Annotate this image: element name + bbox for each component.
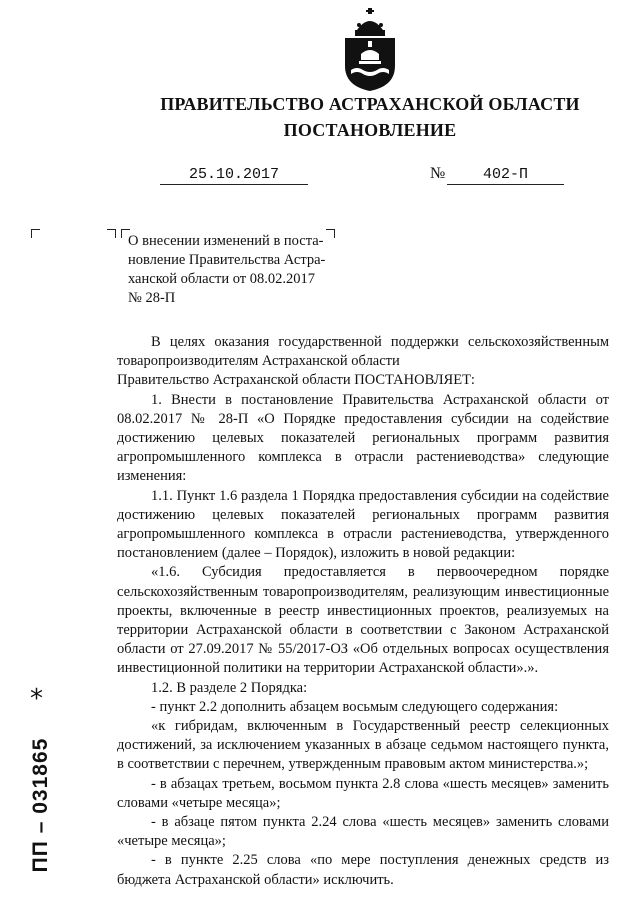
document-date: 25.10.2017 <box>160 166 308 185</box>
margin-corner-mark <box>31 229 40 238</box>
document-number: 402-П <box>447 166 564 185</box>
serial-number: ПП – 031865 <box>29 737 52 873</box>
serial-asterisk-mark: * <box>30 684 43 714</box>
document-body <box>117 333 609 890</box>
resolution-line: Правительство Астраханской области ПОСТАНОВЛЯЕТ: <box>117 372 475 389</box>
organization-title: ПРАВИТЕЛЬСТВО АСТРАХАНСКОЙ ОБЛАСТИ <box>160 94 580 114</box>
clause-1-2-paragraph: 1.2. В разделе 2 Порядка: <box>151 679 308 696</box>
coat-of-arms-emblem <box>337 8 403 92</box>
margin-serial-stamp <box>26 684 56 880</box>
document-number-label: № <box>430 165 446 182</box>
subject-line: новление Правительства Астра- <box>128 252 326 268</box>
list-item-paragraph: - в абзаце пятом пункта 2.24 слова «шесть месяцев» заменить словами «четыре месяца»; <box>117 814 609 850</box>
clause-1-6-quote-paragraph: «1.6. Субсидия предоставляется в первоочередном порядке сельскохозяйственным товаропроизводителям, реализующим инвестиционные проекты, включенные в реестр инвестиционных проектов, реализуемых на территории Астраханской области в соответствии с Законом Астраханской области от 27.09.2017 № 55/2017-ОЗ «Об отдельных вопросах осуществления инвестиционной политики на территории Астраханской области».». <box>117 564 609 677</box>
subject-corner-mark-left <box>107 229 116 238</box>
list-item-paragraph: - в пункте 2.25 слова «по мере поступления денежных средств из бюджета Астраханской области» исключить. <box>117 852 609 888</box>
list-item-paragraph: - в абзацах третьем, восьмом пункта 2.8 слова «шесть месяцев» заменить словами «четыре месяца»; <box>117 775 609 811</box>
subject-line: ханской области от 08.02.2017 <box>128 271 315 287</box>
document-type-title: ПОСТАНОВЛЕНИЕ <box>283 120 457 140</box>
quote-paragraph: «к гибридам, включенным в Государственный реестр селекционных достижений, за исключением указанных в абзаце седьмом настоящего пункта, в соответствии с перечнем, утвержденным правовым актом министерства.»; <box>117 718 609 773</box>
subject-line: № 28-П <box>128 290 176 306</box>
clause-1-1-paragraph: 1.1. Пункт 1.6 раздела 1 Порядка предоставления субсидии на содействие достижению целевых показателей региональных программ развития агропромышленного комплекса в отрасли растениеводства, утвержденного постановлением (далее – Порядок), изложить в новой редакции: <box>117 487 609 562</box>
document-subject <box>128 232 332 308</box>
list-item-paragraph: - пункт 2.2 дополнить абзацем восьмым следующего содержания: <box>151 698 559 715</box>
clause-1-paragraph: 1. Внести в постановление Правительства Астраханской области от 08.02.2017 № 28-П «О Порядке предоставления субсидии на содействие достижению целевых показателей региональных программ развития агропромышленного комплекса в отрасли растениеводства» следующие изменения: <box>117 391 609 485</box>
preamble-paragraph: В целях оказания государственной поддержки сельскохозяйственным товаропроизводителям Астраханской области <box>117 334 609 370</box>
subject-line: О внесении изменений в поста- <box>128 233 324 249</box>
